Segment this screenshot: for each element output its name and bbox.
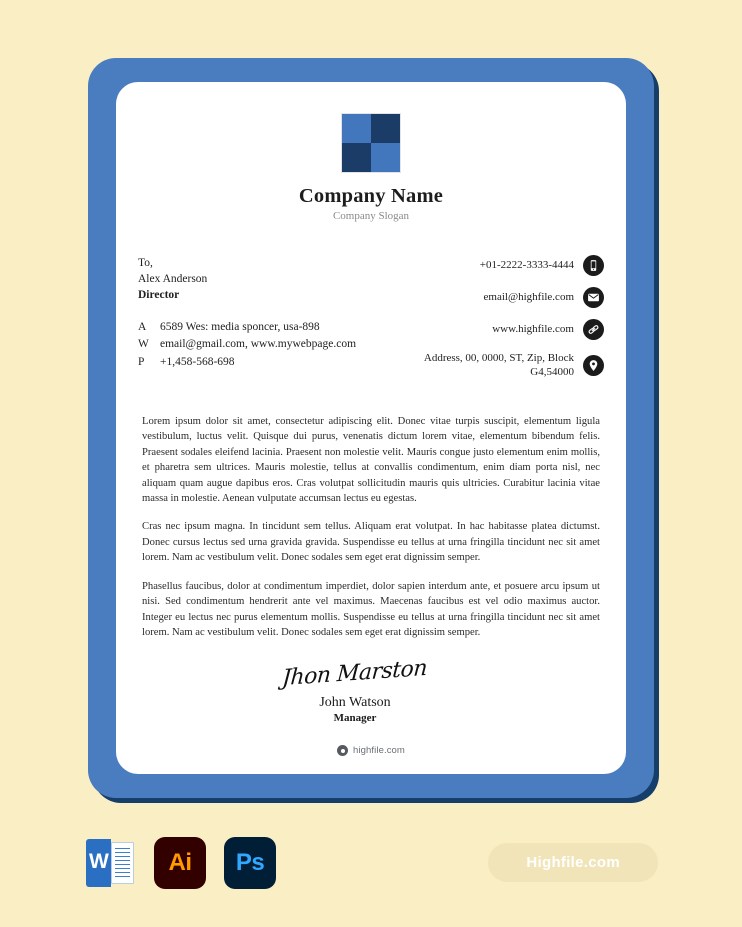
contact-text: email@highfile.com	[483, 290, 574, 303]
letter-paragraph: Lorem ipsum dolor sit amet, consectetur adipiscing elit. Donec vitae turpis suscipit, elementum ligula vestibulum, luctus velit. Quisque dui purus, venenatis dictum lorem vitae, elementum bibendum felis. Praesent sodales eleifend lacinia. Praesent non molestie velit. Mauris congue justo elementum enim mollis, et pharetra sem ultrices. Mauris molestie, tellus at convallis condimentum, enim diam porta nisl, nec aliquam quam augue dapibus eros. Cras volutpat sollicitudin mauris quis ultricies. Curabitur lacinia vitae massa in molestie. Aenean vulputate accumsan lectus eu egestas.	[142, 415, 600, 505]
app-format-icons	[84, 837, 276, 889]
recipient-salutation: To,	[138, 256, 153, 269]
adobe-illustrator-icon[interactable]	[154, 837, 206, 889]
sender-line	[138, 354, 356, 371]
highfile-button[interactable]: Highfile.com	[488, 843, 658, 882]
recipient-title: Director	[138, 289, 180, 302]
page-footer	[116, 745, 626, 756]
contact-item	[399, 255, 604, 276]
logo-cell-top-right	[371, 114, 400, 143]
logo-cell-bottom-left	[342, 143, 371, 172]
sender-line	[138, 319, 356, 336]
logo-cell-top-left	[342, 114, 371, 143]
footer-text: highfile.com	[353, 745, 405, 756]
company-slogan: Company Slogan	[332, 209, 410, 222]
contact-text: www.highfile.com	[492, 322, 574, 335]
letterhead-blue-frame	[88, 58, 654, 798]
sender-line-value: email@gmail.com, www.mywebpage.com	[160, 338, 357, 351]
sender-line	[138, 336, 356, 353]
letter-paragraph: Cras nec ipsum magna. In tincidunt sem tellus. Aliquam erat volutpat. In hac habitasse platea dictumst. Donec cursus lectus sed urna gravida gravida. Suspendisse eu tellus at urna fringilla tincidunt nec sit amet lorem. Nam ac vestibulum velit. Donec sodales sem eget erat dignissim semper.	[142, 521, 600, 564]
contact-text: Address, 00, 0000, ST, Zip, Block G4,54000	[423, 351, 574, 379]
adobe-photoshop-icon[interactable]	[224, 837, 276, 889]
letterhead-preview	[88, 58, 654, 798]
photoshop-icon-label: Ps	[235, 848, 265, 876]
recipient-name: Alex Anderson	[138, 273, 208, 286]
highfile-logo-icon	[337, 745, 348, 756]
bottom-bar	[0, 798, 742, 927]
sender-contact-lines	[138, 319, 356, 371]
sender-line-key: A	[138, 320, 147, 333]
word-icon-letter: W	[89, 849, 109, 873]
signature-script: Jhon Marston	[281, 655, 429, 691]
letterhead-page	[116, 82, 626, 774]
sender-line-value: +1,458-568-698	[160, 355, 235, 368]
contact-text: +01-2222-3333-4444	[479, 258, 574, 271]
contact-item	[399, 351, 604, 380]
signer-role: Manager	[333, 712, 377, 725]
sender-line-value: 6589 Wes: media sponcer, usa-898	[160, 320, 320, 333]
mobile-phone-icon	[583, 255, 604, 276]
logo-cell-bottom-right	[371, 143, 400, 172]
recipient-block	[138, 253, 356, 371]
link-icon	[583, 319, 604, 340]
contact-item	[399, 287, 604, 308]
contact-item	[399, 319, 604, 340]
brand-header	[116, 82, 626, 223]
envelope-icon	[583, 287, 604, 308]
signature-block	[116, 655, 626, 727]
company-name: Company Name	[298, 185, 444, 207]
illustrator-icon-label: Ai	[168, 848, 192, 876]
contact-section	[116, 223, 626, 380]
sender-line-key: P	[138, 355, 145, 368]
microsoft-word-icon[interactable]	[84, 837, 136, 889]
letter-paragraph: Phasellus faucibus, dolor at condimentum imperdiet, dolor sapien interdum ante, et posuere arcu ipsum ut nisi. Sed condimentum hendrerit ante vel maximus. Maecenas faucibus est vel odio maximus auctor. Integer eu lectus nec purus elementum mollis. Suspendisse eu tellus at urna fringilla tincidunt nec sit amet lorem. Nam ac vestibulum velit. Donec sodales sem eget erat dignissim semper.	[142, 580, 600, 639]
signer-name: John Watson	[319, 694, 391, 710]
company-logo-icon	[342, 114, 400, 172]
location-pin-icon	[583, 355, 604, 376]
sender-line-key: W	[138, 338, 149, 351]
letter-body	[116, 380, 626, 641]
company-contact-list	[399, 253, 604, 380]
